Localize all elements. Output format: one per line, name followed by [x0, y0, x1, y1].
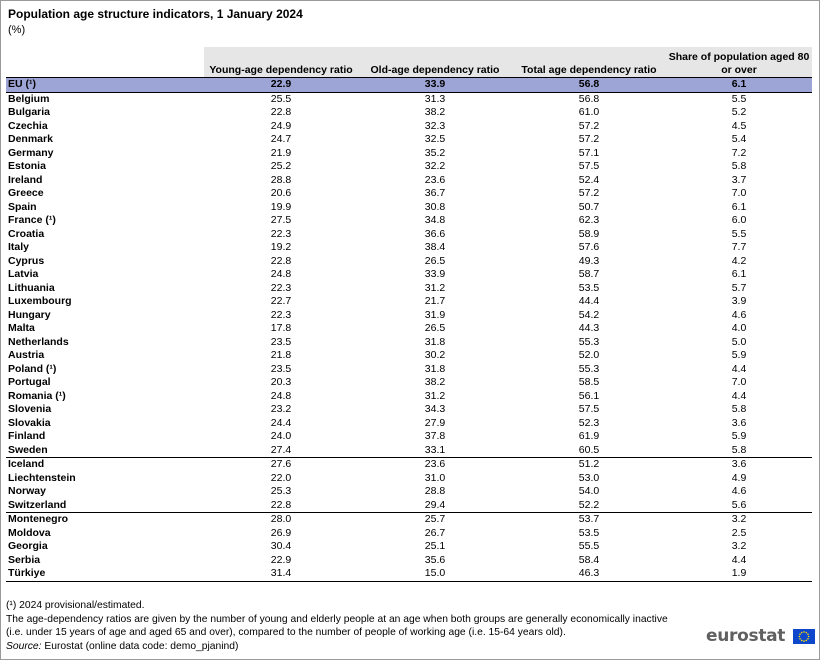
- row-country: France (¹): [8, 214, 56, 227]
- row-country: Portugal: [8, 376, 51, 389]
- flag-star: [799, 633, 801, 635]
- header-share-80: Share of population aged 80 or over: [666, 47, 812, 78]
- row-country: Türkiye: [6, 567, 204, 581]
- table-row: [6, 201, 812, 215]
- cell-old-age: 23.6: [424, 173, 446, 186]
- row-country: EU (¹): [6, 78, 204, 93]
- cell-total-age: 53.7: [512, 513, 666, 527]
- table-row: [6, 309, 812, 323]
- table-body: [6, 78, 812, 582]
- cell-total-age: 55.3: [578, 335, 600, 348]
- cell-old-age: 26.5: [424, 322, 446, 335]
- cell-old-age: 36.7: [424, 187, 446, 200]
- cell-total-age: 52.4: [578, 173, 600, 186]
- cell-old-age: 32.2: [424, 160, 446, 173]
- cell-old-age: 38.4: [424, 241, 446, 254]
- row-country: Poland (¹): [8, 362, 57, 375]
- cell-old-age: 25.7: [358, 513, 512, 527]
- header-old-age: Old-age dependency ratio: [358, 47, 512, 78]
- cell-share-80: 1.9: [666, 567, 812, 581]
- flag-star: [807, 635, 809, 637]
- row-country: Slovakia: [8, 416, 51, 429]
- cell-young-age: 20.3: [270, 376, 292, 389]
- cell-total-age: 52.2: [578, 498, 600, 511]
- row-country: Iceland: [6, 458, 204, 472]
- table-row: [6, 349, 812, 363]
- header-row: [6, 47, 812, 78]
- source-line: [6, 640, 668, 654]
- cell-total-age: 50.7: [578, 200, 600, 213]
- cell-total-age: 54.0: [578, 485, 600, 498]
- cell-young-age: 22.8: [270, 498, 292, 511]
- table-row: [6, 228, 812, 242]
- eu-flag-icon: [793, 629, 815, 644]
- flag-star: [803, 631, 805, 633]
- cell-young-age: 20.6: [270, 187, 292, 200]
- cell-total-age: 55.5: [578, 540, 600, 553]
- cell-young-age: 22.8: [270, 254, 292, 267]
- cell-total-age: 53.5: [578, 526, 600, 539]
- footnote-definition: The age-dependency ratios are given by the number of young and elderly people at an age when both groups are generally economically inactive: [6, 613, 668, 625]
- cell-total-age: 54.2: [578, 308, 600, 321]
- cell-old-age: 23.6: [358, 458, 512, 472]
- flag-star: [798, 635, 800, 637]
- cell-old-age: 38.2: [424, 376, 446, 389]
- row-country: Estonia: [8, 160, 46, 173]
- table-row: [6, 513, 812, 527]
- cell-total-age: 51.2: [512, 458, 666, 472]
- header-country: [6, 47, 204, 78]
- table-row: [6, 133, 812, 147]
- row-country: Georgia: [8, 540, 48, 553]
- cell-share-80: 5.5: [731, 227, 747, 240]
- cell-share-80: 5.8: [731, 443, 747, 456]
- table-row: [6, 282, 812, 296]
- flag-star: [807, 638, 809, 640]
- cell-old-age: 21.7: [424, 295, 446, 308]
- cell-old-age: 36.6: [424, 227, 446, 240]
- table-row: [6, 430, 812, 444]
- cell-total-age: 57.5: [578, 403, 600, 416]
- cell-old-age: 27.9: [424, 416, 446, 429]
- flag-star: [805, 639, 807, 641]
- cell-old-age: 33.1: [424, 443, 446, 456]
- cell-old-age: 35.2: [424, 146, 446, 159]
- table-row: [6, 472, 812, 486]
- row-country: Bulgaria: [8, 106, 51, 119]
- cell-old-age: 33.9: [424, 268, 446, 281]
- row-country: Malta: [8, 322, 35, 335]
- table-row: [6, 363, 812, 377]
- cell-share-80: 6.1: [731, 200, 747, 213]
- cell-total-age: 57.6: [578, 241, 600, 254]
- flag-star: [800, 639, 802, 641]
- cell-old-age: 31.2: [424, 281, 446, 294]
- cell-young-age: 21.9: [270, 146, 292, 159]
- table-row: [6, 268, 812, 282]
- cell-total-age: 57.5: [578, 160, 600, 173]
- header-total-age: Total age dependency ratio: [512, 47, 666, 78]
- cell-old-age: 26.5: [424, 254, 446, 267]
- cell-share-80: 7.2: [731, 146, 747, 159]
- cell-young-age: 22.9: [270, 553, 292, 566]
- cell-share-80: 4.4: [731, 389, 747, 402]
- table-row: [6, 78, 812, 93]
- table-row: [6, 336, 812, 350]
- row-country: Sweden: [8, 443, 48, 456]
- cell-share-80: 4.9: [731, 471, 747, 484]
- row-country: Liechtenstein: [8, 471, 76, 484]
- cell-share-80: 5.9: [731, 349, 747, 362]
- table-row: [6, 120, 812, 134]
- cell-old-age: 30.8: [424, 200, 446, 213]
- row-country: Slovenia: [8, 403, 52, 416]
- cell-old-age: 28.8: [424, 485, 446, 498]
- cell-share-80: 7.7: [731, 241, 747, 254]
- cell-share-80: 5.8: [731, 403, 747, 416]
- cell-old-age: 34.3: [424, 403, 446, 416]
- cell-total-age: 53.5: [578, 281, 600, 294]
- footnotes: [6, 599, 668, 653]
- cell-old-age: 31.8: [424, 335, 446, 348]
- cell-young-age: 22.7: [270, 295, 292, 308]
- flag-star: [799, 638, 801, 640]
- cell-share-80: 4.4: [731, 553, 747, 566]
- table-row: [6, 527, 812, 541]
- cell-young-age: 24.9: [270, 119, 292, 132]
- row-country: Germany: [8, 146, 54, 159]
- table-row: [6, 554, 812, 568]
- row-country: Italy: [8, 241, 30, 254]
- cell-share-80: 4.0: [731, 322, 747, 335]
- cell-young-age: 22.3: [270, 308, 292, 321]
- eurostat-logo: [706, 626, 815, 646]
- cell-young-age: 25.2: [270, 160, 292, 173]
- table-row: [6, 106, 812, 120]
- cell-old-age: 31.8: [424, 362, 446, 375]
- table-row: [6, 322, 812, 336]
- row-country: Hungary: [8, 308, 51, 321]
- cell-share-80: 2.5: [731, 526, 747, 539]
- cell-old-age: 35.6: [424, 553, 446, 566]
- cell-young-age: 17.8: [270, 322, 292, 335]
- cell-young-age: 24.8: [270, 389, 292, 402]
- cell-total-age: 56.1: [578, 389, 600, 402]
- row-country: Denmark: [8, 133, 53, 146]
- cell-old-age: 25.1: [424, 540, 446, 553]
- cell-total-age: 58.9: [578, 227, 600, 240]
- row-country: Netherlands: [8, 335, 69, 348]
- cell-share-80: 3.6: [666, 458, 812, 472]
- cell-young-age: 30.4: [270, 540, 292, 553]
- cell-total-age: 55.3: [578, 362, 600, 375]
- row-country: Lithuania: [8, 281, 55, 294]
- row-country: Croatia: [8, 227, 45, 240]
- cell-young-age: 22.9: [204, 78, 358, 93]
- cell-old-age: 32.3: [424, 119, 446, 132]
- eurostat-wordmark: eurostat: [706, 626, 786, 646]
- table-title: Population age structure indicators, 1 January 2024: [8, 7, 303, 21]
- flag-star: [800, 631, 802, 633]
- cell-young-age: 19.9: [270, 200, 292, 213]
- cell-total-age: 61.9: [578, 430, 600, 443]
- cell-young-age: 27.6: [204, 458, 358, 472]
- cell-young-age: 22.8: [270, 106, 292, 119]
- row-country: Montenegro: [6, 513, 204, 527]
- cell-old-age: 30.2: [424, 349, 446, 362]
- row-country: Latvia: [8, 268, 39, 281]
- table-row: [6, 147, 812, 161]
- cell-share-80: 3.6: [731, 416, 747, 429]
- cell-share-80: 5.9: [731, 430, 747, 443]
- cell-total-age: 52.3: [578, 416, 600, 429]
- source-label: Source:: [6, 640, 42, 652]
- cell-share-80: 5.0: [731, 335, 747, 348]
- cell-old-age: 31.2: [424, 389, 446, 402]
- row-country: Ireland: [8, 173, 43, 186]
- table-row: [6, 376, 812, 390]
- cell-total-age: 56.8: [578, 92, 600, 105]
- table-row: [6, 499, 812, 513]
- cell-share-80: 3.7: [731, 173, 747, 186]
- row-country: Belgium: [8, 92, 50, 105]
- cell-share-80: 5.7: [731, 281, 747, 294]
- source-text: Eurostat (online data code: demo_pjanind): [41, 640, 239, 652]
- cell-old-age: 32.5: [424, 133, 446, 146]
- row-country: Cyprus: [8, 254, 45, 267]
- cell-old-age: 31.0: [424, 471, 446, 484]
- cell-share-80: 5.2: [731, 106, 747, 119]
- cell-old-age: 34.8: [424, 214, 446, 227]
- cell-young-age: 27.4: [270, 443, 292, 456]
- cell-young-age: 25.5: [270, 92, 292, 105]
- footnote-definition-cont: (i.e. under 15 years of age and aged 65 and over), compared to the number of people of working age (i.e. 15-64 years old).: [6, 627, 566, 638]
- table-row: [6, 92, 812, 106]
- cell-young-age: 22.0: [270, 471, 292, 484]
- cell-total-age: 57.2: [578, 119, 600, 132]
- cell-young-age: 27.5: [270, 214, 292, 227]
- cell-young-age: 25.3: [270, 485, 292, 498]
- cell-young-age: 22.3: [270, 227, 292, 240]
- row-country: Austria: [8, 349, 45, 362]
- row-country: Spain: [8, 200, 37, 213]
- cell-total-age: 57.2: [578, 187, 600, 200]
- table-row: [6, 540, 812, 554]
- cell-total-age: 56.8: [512, 78, 666, 93]
- cell-old-age: 26.7: [424, 526, 446, 539]
- cell-share-80: 3.9: [731, 295, 747, 308]
- table-row: [6, 458, 812, 472]
- table-row: [6, 403, 812, 417]
- cell-total-age: 49.3: [578, 254, 600, 267]
- cell-share-80: 3.2: [666, 513, 812, 527]
- cell-young-age: 22.3: [270, 281, 292, 294]
- cell-old-age: 38.2: [424, 106, 446, 119]
- cell-share-80: 4.6: [731, 308, 747, 321]
- flag-star: [807, 633, 809, 635]
- cell-old-age: 37.8: [424, 430, 446, 443]
- row-country: Norway: [8, 485, 46, 498]
- cell-share-80: 4.5: [731, 119, 747, 132]
- flag-star: [803, 640, 805, 642]
- cell-total-age: 57.2: [578, 133, 600, 146]
- cell-young-age: 31.4: [204, 567, 358, 581]
- row-country: Romania (¹): [8, 389, 66, 402]
- cell-old-age: 31.3: [424, 92, 446, 105]
- cell-share-80: 5.4: [731, 133, 747, 146]
- cell-total-age: 58.7: [578, 268, 600, 281]
- cell-old-age: 33.9: [358, 78, 512, 93]
- table-row: [6, 567, 812, 581]
- cell-share-80: 7.0: [731, 187, 747, 200]
- cell-young-age: 24.8: [270, 268, 292, 281]
- table-row: [6, 241, 812, 255]
- cell-total-age: 44.3: [578, 322, 600, 335]
- cell-old-age: 15.0: [358, 567, 512, 581]
- table-row: [6, 444, 812, 458]
- cell-total-age: 57.1: [578, 146, 600, 159]
- cell-young-age: 23.5: [270, 335, 292, 348]
- cell-young-age: 21.8: [270, 349, 292, 362]
- cell-share-80: 6.1: [666, 78, 812, 93]
- header-young-age: Young-age dependency ratio: [204, 47, 358, 78]
- cell-share-80: 4.4: [731, 362, 747, 375]
- cell-total-age: 58.5: [578, 376, 600, 389]
- row-country: Czechia: [8, 119, 48, 132]
- row-country: Greece: [8, 187, 44, 200]
- cell-total-age: 61.0: [578, 106, 600, 119]
- cell-old-age: 29.4: [424, 498, 446, 511]
- data-table: [6, 47, 812, 582]
- row-country: Finland: [8, 430, 46, 443]
- cell-total-age: 53.0: [578, 471, 600, 484]
- flag-star: [805, 631, 807, 633]
- cell-share-80: 6.0: [731, 214, 747, 227]
- table-row: [6, 485, 812, 499]
- cell-total-age: 44.4: [578, 295, 600, 308]
- cell-share-80: 3.2: [731, 540, 747, 553]
- cell-total-age: 52.0: [578, 349, 600, 362]
- table-row: [6, 390, 812, 404]
- table-row: [6, 295, 812, 309]
- table-row: [6, 214, 812, 228]
- table-unit: (%): [8, 24, 26, 36]
- cell-total-age: 60.5: [578, 443, 600, 456]
- row-country: Serbia: [8, 553, 41, 566]
- cell-young-age: 28.0: [204, 513, 358, 527]
- table-row: [6, 187, 812, 201]
- cell-young-age: 24.0: [270, 430, 292, 443]
- cell-young-age: 24.4: [270, 416, 292, 429]
- cell-total-age: 58.4: [578, 553, 600, 566]
- cell-old-age: 31.9: [424, 308, 446, 321]
- cell-young-age: 23.2: [270, 403, 292, 416]
- row-country: Moldova: [8, 526, 51, 539]
- cell-total-age: 62.3: [578, 214, 600, 227]
- footnote-provisional: (¹) 2024 provisional/estimated.: [6, 600, 145, 611]
- cell-share-80: 5.5: [731, 92, 747, 105]
- table-row: [6, 160, 812, 174]
- cell-young-age: 28.8: [270, 173, 292, 186]
- cell-total-age: 46.3: [512, 567, 666, 581]
- cell-share-80: 4.6: [731, 485, 747, 498]
- cell-share-80: 4.2: [731, 254, 747, 267]
- cell-young-age: 23.5: [270, 362, 292, 375]
- table-row: [6, 255, 812, 269]
- table-row: [6, 174, 812, 188]
- table-row: [6, 417, 812, 431]
- cell-share-80: 6.1: [731, 268, 747, 281]
- cell-share-80: 7.0: [731, 376, 747, 389]
- cell-share-80: 5.8: [731, 160, 747, 173]
- cell-young-age: 19.2: [270, 241, 292, 254]
- cell-young-age: 26.9: [270, 526, 292, 539]
- row-country: Luxembourg: [8, 295, 72, 308]
- cell-young-age: 24.7: [270, 133, 292, 146]
- row-country: Switzerland: [8, 498, 67, 511]
- cell-share-80: 5.6: [731, 498, 747, 511]
